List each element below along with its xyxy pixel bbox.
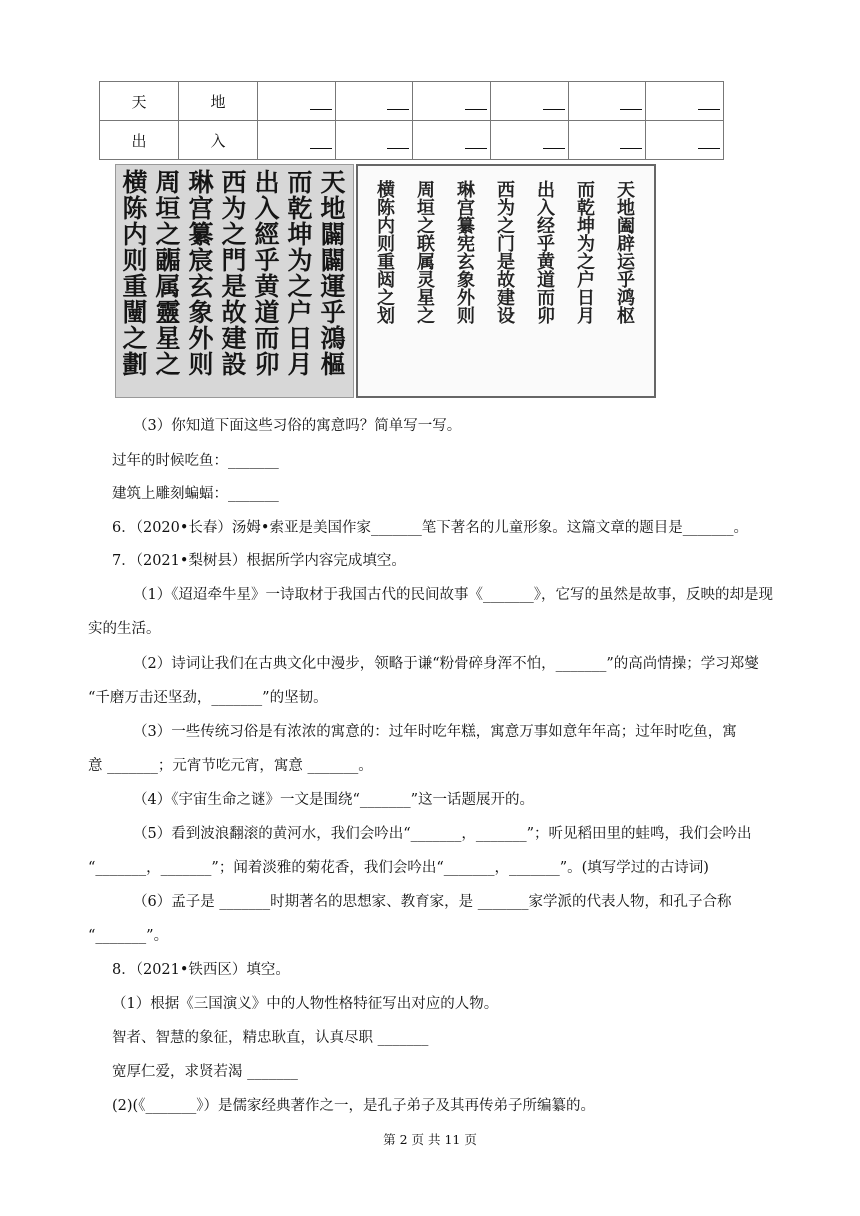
table-cell: 入: [179, 121, 258, 160]
calligraphy-column: 出入經乎黄道而卯: [251, 169, 280, 377]
blank-cell[interactable]: [413, 82, 491, 121]
question-text: （2）诗词让我们在古典文化中漫步，领略于谦“粉骨碎身浑不怕，_______”的高尚情操；学习郑燮: [133, 656, 759, 672]
blank-cell[interactable]: [335, 82, 413, 121]
question-text: 建筑上雕刻蝙蝠：_______: [112, 486, 279, 502]
question-text: “_______”。: [88, 928, 169, 944]
blank-cell[interactable]: [646, 121, 724, 160]
question-text: 过年的时候吃鱼：_______: [112, 453, 279, 469]
question-text: 7．（2021•梨树县）根据所学内容完成填空。: [112, 553, 406, 569]
calligraphy-column: 琳宫纂宸玄象外则: [185, 169, 214, 377]
print-column: 出入经乎黄道而卯: [534, 180, 555, 324]
table-cell: 天: [100, 82, 179, 121]
question-text: (2)(《_______》）是儒家经典著作之一，是孔子弟子及其再传弟子所编纂的。: [112, 1098, 595, 1114]
blank-cell[interactable]: [490, 121, 568, 160]
calligraphy-column: 西为之門是故建設: [218, 169, 247, 377]
question-text: 意 _______；元宵节吃元宵，寓意 _______。: [88, 758, 373, 774]
print-column: 天地阖辟运乎鸿枢: [614, 180, 635, 324]
fill-table: [99, 81, 724, 160]
print-column: 周垣之联属灵星之: [414, 180, 435, 324]
page-footer: 第 2 页 共 11 页: [383, 1132, 477, 1147]
question-text: 8．（2021•铁西区）填空。: [112, 962, 290, 978]
calligraphy-column: 天地闢闢運乎鴻樞: [317, 169, 346, 377]
question-text: （4）《宇宙生命之谜》一文是围绕“_______”这一话题展开的。: [133, 792, 535, 808]
calligraphy-column: 横陈内则重闉之劃: [119, 169, 148, 377]
question-text: 宽厚仁爱，求贤若渴 _______: [112, 1064, 298, 1080]
question-text: （1）根据《三国演义》中的人物性格特征写出对应的人物。: [112, 996, 499, 1012]
question-text: （3）一些传统习俗是有浓浓的寓意的：过年时吃年糕，寓意万事如意年年高；过年时吃鱼，寓: [133, 724, 737, 740]
question-text: 6．（2020•长春）汤姆•索亚是美国作家_______笔下著名的儿童形象。这篇文章的题目是_______。: [112, 520, 748, 536]
question-text: 实的生活。: [88, 621, 161, 637]
blank-cell[interactable]: [335, 121, 413, 160]
print-column: 横陈内则重闼之划: [374, 180, 395, 324]
calligraphy-column: 周垣之疈属靈星之: [152, 169, 181, 377]
blank-cell[interactable]: [413, 121, 491, 160]
question-text: 智者、智慧的象征，精忠耿直，认真尽职 _______: [112, 1030, 429, 1046]
question-text: （6）孟子是 _______时期著名的思想家、教育家，是 _______家学派的代表人物，和孔子合称: [133, 894, 732, 910]
question-text: （3）你知道下面这些习俗的寓意吗？简单写一写。: [133, 418, 462, 434]
question-text: “千磨万击还坚劲，_______”的坚韧。: [88, 690, 328, 706]
blank-cell[interactable]: [568, 82, 646, 121]
table-row: [100, 82, 724, 121]
calligraphy-column: 而乾坤为之户日月: [284, 169, 313, 377]
blank-cell[interactable]: [258, 82, 336, 121]
blank-cell[interactable]: [258, 121, 336, 160]
calligraphy-image: [115, 164, 354, 398]
question-text: “_______，_______”；闻着淡雅的菊花香，我们会吟出“_______，_______”。(填写学过的古诗词): [88, 860, 709, 876]
table-cell: 出: [100, 121, 179, 160]
table-cell: 地: [179, 82, 258, 121]
question-text: （5）看到波浪翻滚的黄河水，我们会吟出“_______，_______”；听见稻田里的蛙鸣，我们会吟出: [133, 826, 752, 842]
print-image: [356, 164, 656, 398]
table-row: [100, 121, 724, 160]
question-text: （1）《迢迢牵牛星》一诗取材于我国古代的民间故事《_______》，它写的虽然是故事，反映的却是现: [133, 587, 773, 603]
blank-cell[interactable]: [568, 121, 646, 160]
print-column: 而乾坤为之户日月: [574, 180, 595, 324]
print-column: 琳宫纂宪玄象外则: [454, 180, 475, 324]
blank-cell[interactable]: [646, 82, 724, 121]
print-column: 西为之门是故建设: [494, 180, 515, 324]
blank-cell[interactable]: [490, 82, 568, 121]
